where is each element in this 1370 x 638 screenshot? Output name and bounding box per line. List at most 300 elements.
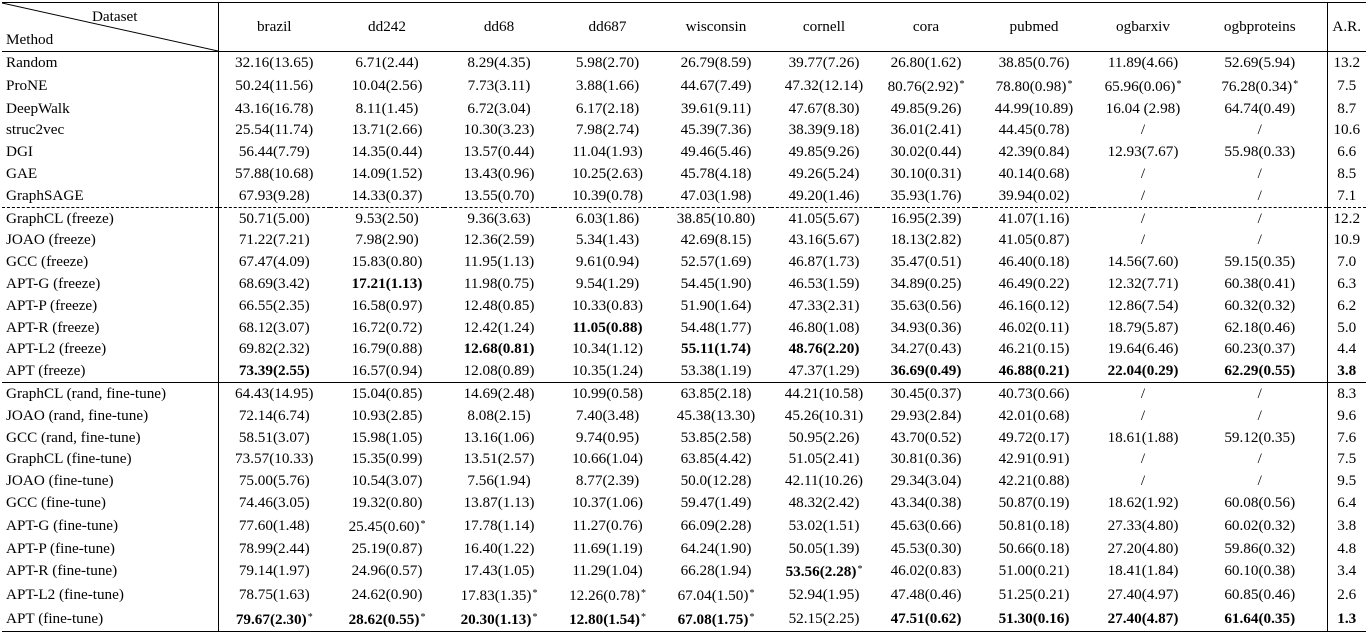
score-cell-dd68 (444, 185, 554, 207)
column-header-ogbproteins: ogbproteins (1193, 3, 1327, 52)
score-cell-ogbarxiv (1093, 405, 1193, 427)
score-cell-dd242 (330, 405, 444, 427)
table-row (2, 382, 1366, 404)
score-value: / (1140, 121, 1146, 139)
table-row (2, 207, 1366, 229)
score-value: 43.70(0.52) (890, 428, 962, 446)
method-name-cell: JOAO (rand, fine-tune) (2, 405, 218, 427)
score-cell-wisconsin (661, 583, 771, 607)
score-value: 7.40(3.48) (575, 406, 640, 424)
significance-asterisk: * (1293, 78, 1299, 90)
score-cell-dd68 (444, 607, 554, 631)
score-cell-cornell (771, 119, 877, 141)
score-value: 69.82(2.32) (238, 340, 310, 358)
score-cell-cora (877, 52, 975, 74)
average-rank-value: 7.1 (1337, 186, 1357, 204)
score-value: 9.61(0.94) (575, 253, 640, 271)
score-value: 14.69(2.48) (463, 384, 535, 402)
score-value: 15.04(0.85) (351, 384, 423, 402)
score-cell-ogbproteins (1193, 492, 1327, 514)
table-row (2, 427, 1366, 449)
score-value: 46.88(0.21) (998, 362, 1070, 380)
method-name-cell: APT-P (fine-tune) (2, 538, 218, 560)
score-cell-pubmed (975, 229, 1093, 251)
score-cell-ogbproteins (1193, 514, 1327, 538)
significance-asterisk: * (1067, 78, 1073, 90)
score-cell-wisconsin (661, 514, 771, 538)
score-value: 47.03(1.98) (680, 186, 752, 204)
score-cell-cora (877, 229, 975, 251)
significance-asterisk: * (959, 78, 965, 90)
average-rank-cell (1327, 98, 1366, 120)
table-row (2, 163, 1366, 185)
average-rank-value: 8.7 (1337, 99, 1357, 117)
score-cell-wisconsin (661, 74, 771, 98)
score-cell-dd687 (554, 74, 661, 98)
table-row (2, 119, 1366, 141)
score-value: 9.74(0.95) (575, 428, 640, 446)
score-value: 26.79(8.59) (680, 54, 752, 71)
score-value: 29.34(3.04) (890, 472, 962, 490)
score-cell-ogbproteins (1193, 98, 1327, 120)
score-value: 45.39(7.36) (680, 121, 752, 139)
table-row (2, 74, 1366, 98)
score-cell-dd242 (330, 583, 444, 607)
score-cell-cora (877, 427, 975, 449)
score-cell-dd687 (554, 119, 661, 141)
score-value: 11.69(1.19) (572, 539, 643, 557)
score-cell-brazil (218, 607, 330, 631)
score-value: 38.85(0.76) (998, 54, 1070, 71)
score-value: 13.71(2.66) (351, 121, 423, 139)
score-value: 12.36(2.59) (463, 231, 535, 249)
score-value: 51.90(1.64) (680, 296, 752, 314)
score-cell-pubmed (975, 514, 1093, 538)
score-cell-pubmed (975, 207, 1093, 229)
average-rank-cell (1327, 119, 1366, 141)
score-cell-ogbarxiv (1093, 74, 1193, 98)
score-cell-dd68 (444, 559, 554, 583)
score-value: 17.78(1.14) (463, 516, 535, 534)
score-cell-wisconsin (661, 119, 771, 141)
score-cell-ogbarxiv (1093, 538, 1193, 560)
score-cell-ogbarxiv (1093, 382, 1193, 404)
score-cell-dd242 (330, 338, 444, 360)
score-cell-dd687 (554, 360, 661, 382)
score-value: 16.79(0.88) (351, 340, 423, 358)
score-value: 20.30(1.13) (460, 610, 532, 628)
score-cell-wisconsin (661, 427, 771, 449)
score-cell-brazil (218, 492, 330, 514)
column-header-dd68: dd68 (444, 3, 554, 52)
score-cell-dd242 (330, 52, 444, 74)
significance-asterisk: * (307, 611, 313, 623)
score-value: 46.40(0.18) (998, 253, 1070, 271)
score-value: 66.55(2.35) (238, 296, 310, 314)
score-cell-cornell (771, 559, 877, 583)
score-cell-cora (877, 607, 975, 631)
score-cell-wisconsin (661, 448, 771, 470)
score-value: 18.62(1.92) (1107, 493, 1179, 511)
table-row (2, 448, 1366, 470)
score-value: 12.08(0.89) (463, 362, 535, 380)
score-cell-pubmed (975, 295, 1093, 317)
score-value: 53.02(1.51) (788, 516, 860, 534)
score-value: 12.80(1.54) (569, 610, 640, 628)
score-value: 66.09(2.28) (680, 516, 752, 534)
score-value: 79.14(1.97) (238, 562, 310, 580)
method-name-cell: GraphCL (freeze) (2, 207, 218, 229)
score-value: 16.95(2.39) (890, 209, 962, 227)
score-value: 13.57(0.44) (463, 143, 535, 161)
score-value: 43.16(5.67) (788, 231, 860, 249)
score-value: 12.93(7.67) (1107, 143, 1179, 161)
score-cell-dd68 (444, 360, 554, 382)
score-cell-brazil (218, 74, 330, 98)
significance-asterisk: * (1176, 78, 1182, 90)
score-cell-cora (877, 470, 975, 492)
score-value: 79.67(2.30) (235, 610, 307, 628)
score-value: 13.55(0.70) (463, 186, 535, 204)
score-value: / (1257, 406, 1262, 424)
score-value: 53.56(2.28) (785, 563, 857, 581)
table-row (2, 538, 1366, 560)
score-value: 68.69(3.42) (238, 274, 310, 292)
score-cell-dd68 (444, 229, 554, 251)
score-value: 5.98(2.70) (575, 54, 640, 71)
score-cell-ogbproteins (1193, 583, 1327, 607)
score-cell-ogbproteins (1193, 273, 1327, 295)
method-name-cell: APT-L2 (freeze) (2, 338, 218, 360)
score-value: 10.35(1.24) (572, 362, 643, 380)
table-row (2, 514, 1366, 538)
score-value: 47.51(0.62) (890, 609, 962, 627)
score-cell-ogbarxiv (1093, 295, 1193, 317)
method-name-cell: APT-R (freeze) (2, 317, 218, 339)
score-value: 64.74(0.49) (1224, 99, 1296, 117)
score-cell-wisconsin (661, 273, 771, 295)
score-value: 49.20(1.46) (788, 186, 860, 204)
score-cell-cornell (771, 273, 877, 295)
score-value: 42.69(8.15) (680, 231, 752, 249)
score-value: 61.64(0.35) (1224, 609, 1296, 627)
average-rank-value: 12.2 (1333, 209, 1361, 227)
average-rank-cell (1327, 514, 1366, 538)
score-cell-dd687 (554, 295, 661, 317)
score-cell-brazil (218, 98, 330, 120)
score-value: 58.51(3.07) (238, 428, 310, 446)
score-value: 67.93(9.28) (238, 186, 310, 204)
score-cell-ogbarxiv (1093, 163, 1193, 185)
score-cell-dd242 (330, 141, 444, 163)
score-cell-ogbproteins (1193, 74, 1327, 98)
score-cell-dd687 (554, 185, 661, 207)
score-cell-dd68 (444, 492, 554, 514)
score-cell-cora (877, 185, 975, 207)
score-cell-wisconsin (661, 207, 771, 229)
score-value: 11.27(0.76) (572, 516, 643, 534)
score-cell-dd687 (554, 470, 661, 492)
score-cell-cora (877, 295, 975, 317)
score-value: 50.81(0.18) (998, 516, 1070, 534)
score-value: 52.57(1.69) (680, 253, 752, 271)
score-cell-ogbproteins (1193, 470, 1327, 492)
score-value: 14.35(0.44) (351, 143, 423, 161)
score-cell-dd242 (330, 273, 444, 295)
score-cell-brazil (218, 583, 330, 607)
method-name-cell: GraphCL (rand, fine-tune) (2, 382, 218, 404)
score-cell-cora (877, 382, 975, 404)
score-cell-dd687 (554, 514, 661, 538)
score-value: 50.05(1.39) (788, 539, 860, 557)
score-cell-wisconsin (661, 229, 771, 251)
method-name-cell: APT (fine-tune) (2, 607, 218, 631)
score-value: 49.72(0.17) (998, 428, 1070, 446)
corner-header-cell (2, 3, 218, 52)
score-cell-cora (877, 163, 975, 185)
score-cell-dd687 (554, 338, 661, 360)
average-rank-value: 4.8 (1337, 539, 1357, 557)
score-cell-ogbarxiv (1093, 514, 1193, 538)
score-value: 45.38(13.30) (676, 406, 756, 424)
score-value: 7.56(1.94) (467, 472, 531, 490)
score-value: 9.36(3.63) (467, 209, 531, 227)
score-cell-pubmed (975, 273, 1093, 295)
score-cell-cornell (771, 583, 877, 607)
score-value: 8.11(1.45) (355, 99, 419, 117)
score-value: 10.33(0.83) (572, 296, 643, 314)
score-value: 3.88(1.66) (575, 76, 640, 94)
score-cell-cornell (771, 405, 877, 427)
score-cell-dd687 (554, 382, 661, 404)
score-cell-dd242 (330, 360, 444, 382)
score-cell-dd242 (330, 470, 444, 492)
score-value: 22.04(0.29) (1107, 362, 1179, 380)
score-cell-wisconsin (661, 470, 771, 492)
table-row (2, 559, 1366, 583)
score-value: 42.91(0.91) (998, 450, 1070, 468)
score-value: 60.23(0.37) (1224, 340, 1296, 358)
score-cell-ogbarxiv (1093, 141, 1193, 163)
average-rank-cell (1327, 229, 1366, 251)
score-value: 7.73(3.11) (467, 76, 531, 94)
score-cell-ogbarxiv (1093, 229, 1193, 251)
method-name-cell: DGI (2, 141, 218, 163)
score-cell-pubmed (975, 141, 1093, 163)
score-cell-dd687 (554, 229, 661, 251)
average-rank-cell (1327, 559, 1366, 583)
score-value: 49.46(5.46) (680, 143, 752, 161)
score-value: 78.75(1.63) (238, 586, 310, 604)
dataset-axis-label: Dataset (91, 8, 138, 25)
score-value: 73.39(2.55) (238, 362, 310, 380)
score-value: 48.32(2.42) (788, 493, 860, 511)
score-cell-dd68 (444, 583, 554, 607)
score-value: 51.25(0.21) (998, 586, 1070, 604)
average-rank-cell (1327, 360, 1366, 382)
score-cell-cornell (771, 98, 877, 120)
score-value: 16.04 (2.98) (1105, 99, 1181, 117)
score-cell-cornell (771, 229, 877, 251)
column-header-wisconsin: wisconsin (661, 3, 771, 52)
table-row (2, 470, 1366, 492)
score-value: / (1257, 472, 1262, 490)
score-value: / (1140, 450, 1146, 468)
score-cell-ogbproteins (1193, 185, 1327, 207)
score-value: 72.14(6.74) (238, 406, 310, 424)
score-cell-cora (877, 119, 975, 141)
average-rank-cell (1327, 295, 1366, 317)
significance-asterisk: * (420, 611, 426, 623)
significance-asterisk: * (749, 611, 755, 623)
score-cell-cora (877, 514, 975, 538)
score-cell-brazil (218, 229, 330, 251)
score-value: 24.62(0.90) (351, 586, 423, 604)
score-value: 19.32(0.80) (351, 493, 423, 511)
method-name-cell: APT-P (freeze) (2, 295, 218, 317)
average-rank-value: 9.5 (1337, 472, 1357, 490)
score-cell-wisconsin (661, 295, 771, 317)
score-value: 12.48(0.85) (463, 296, 535, 314)
score-value: 12.32(7.71) (1107, 274, 1179, 292)
average-rank-value: 10.6 (1333, 121, 1361, 139)
score-cell-dd242 (330, 98, 444, 120)
score-value: 47.32(12.14) (784, 76, 864, 94)
average-rank-cell (1327, 52, 1366, 74)
score-cell-dd687 (554, 538, 661, 560)
score-cell-pubmed (975, 338, 1093, 360)
average-rank-value: 3.8 (1337, 516, 1357, 534)
score-value: 32.16(13.65) (235, 54, 314, 71)
score-cell-ogbproteins (1193, 360, 1327, 382)
column-header-dd687: dd687 (554, 3, 661, 52)
score-value: 55.98(0.33) (1224, 143, 1296, 161)
average-rank-cell (1327, 405, 1366, 427)
method-name-cell: GAE (2, 163, 218, 185)
average-rank-cell (1327, 74, 1366, 98)
score-value: 55.11(1.74) (680, 340, 752, 358)
score-value: 36.69(0.49) (890, 362, 962, 380)
score-value: 51.00(0.21) (998, 562, 1070, 580)
score-value: 63.85(2.18) (680, 384, 752, 402)
score-cell-dd242 (330, 427, 444, 449)
score-cell-wisconsin (661, 382, 771, 404)
score-cell-cornell (771, 607, 877, 631)
score-cell-wisconsin (661, 317, 771, 339)
score-cell-dd242 (330, 229, 444, 251)
score-value: 59.15(0.35) (1224, 253, 1296, 271)
score-value: 11.05(0.88) (572, 318, 643, 336)
column-header-dd242: dd242 (330, 3, 444, 52)
score-value: 35.93(1.76) (890, 186, 962, 204)
score-value: 6.71(2.44) (355, 54, 419, 71)
score-cell-ogbarxiv (1093, 185, 1193, 207)
score-value: 53.38(1.19) (680, 362, 752, 380)
score-cell-brazil (218, 470, 330, 492)
method-name-cell: Random (2, 52, 218, 74)
score-cell-ogbarxiv (1093, 470, 1193, 492)
score-value: 76.28(0.34) (1221, 77, 1293, 95)
score-cell-dd687 (554, 427, 661, 449)
score-cell-dd68 (444, 427, 554, 449)
score-cell-pubmed (975, 448, 1093, 470)
score-cell-ogbarxiv (1093, 317, 1193, 339)
score-cell-pubmed (975, 470, 1093, 492)
score-value: 46.87(1.73) (788, 253, 860, 271)
score-value: 10.39(0.78) (572, 186, 643, 204)
score-cell-dd68 (444, 514, 554, 538)
score-cell-ogbarxiv (1093, 583, 1193, 607)
average-rank-cell (1327, 538, 1366, 560)
score-value: / (1140, 231, 1146, 249)
score-cell-ogbarxiv (1093, 338, 1193, 360)
score-cell-ogbproteins (1193, 317, 1327, 339)
score-cell-dd68 (444, 295, 554, 317)
score-value: 46.80(1.08) (788, 318, 860, 336)
score-cell-ogbproteins (1193, 163, 1327, 185)
average-rank-cell (1327, 185, 1366, 207)
score-cell-wisconsin (661, 607, 771, 631)
score-value: 43.16(16.78) (235, 99, 314, 117)
score-cell-brazil (218, 163, 330, 185)
score-cell-brazil (218, 52, 330, 74)
significance-asterisk: * (640, 588, 646, 600)
score-cell-dd242 (330, 559, 444, 583)
score-value: 10.04(2.56) (351, 76, 423, 94)
score-value: 26.80(1.62) (890, 54, 962, 71)
score-cell-dd68 (444, 98, 554, 120)
score-cell-dd242 (330, 538, 444, 560)
score-value: / (1257, 186, 1262, 204)
score-value: 52.15(2.25) (788, 609, 860, 627)
table-row (2, 98, 1366, 120)
average-rank-cell (1327, 163, 1366, 185)
score-value: 10.30(3.23) (463, 121, 535, 139)
score-cell-dd242 (330, 74, 444, 98)
score-value: 74.46(3.05) (238, 493, 310, 511)
score-cell-wisconsin (661, 338, 771, 360)
score-cell-cora (877, 559, 975, 583)
score-value: / (1140, 186, 1146, 204)
score-value: 15.83(0.80) (351, 253, 423, 271)
score-cell-cora (877, 251, 975, 273)
score-value: 18.13(2.82) (890, 231, 962, 249)
score-value: 66.28(1.94) (680, 562, 752, 580)
score-cell-dd687 (554, 607, 661, 631)
score-cell-ogbproteins (1193, 559, 1327, 583)
score-value: / (1257, 164, 1262, 182)
average-rank-value: 10.9 (1333, 231, 1361, 249)
score-value: 8.77(2.39) (575, 472, 640, 490)
score-cell-ogbarxiv (1093, 207, 1193, 229)
column-header-ogbarxiv: ogbarxiv (1093, 3, 1193, 52)
score-value: 46.21(0.15) (998, 340, 1070, 358)
score-cell-pubmed (975, 98, 1093, 120)
score-cell-dd68 (444, 338, 554, 360)
score-cell-brazil (218, 273, 330, 295)
score-cell-wisconsin (661, 559, 771, 583)
score-value: 75.00(5.76) (238, 472, 310, 490)
score-cell-cornell (771, 448, 877, 470)
score-value: 51.30(0.16) (998, 609, 1070, 627)
score-value: 6.17(2.18) (575, 99, 640, 117)
method-name-cell: DeepWalk (2, 98, 218, 120)
results-table (2, 2, 1366, 632)
score-value: 8.29(4.35) (467, 54, 531, 71)
score-cell-pubmed (975, 405, 1093, 427)
score-cell-cora (877, 583, 975, 607)
score-value: 41.07(1.16) (998, 209, 1070, 227)
